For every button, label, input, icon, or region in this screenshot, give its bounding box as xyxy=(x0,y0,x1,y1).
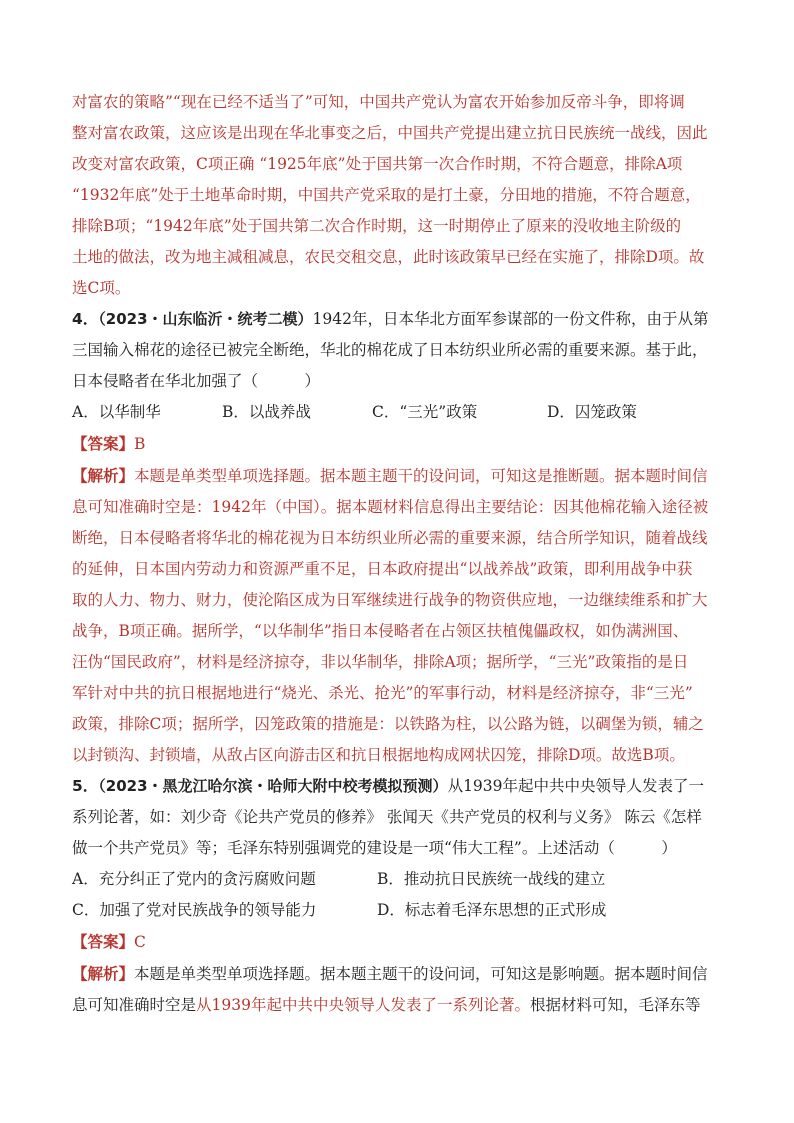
analysis-text: 军针对中共的抗日根据地进行 xyxy=(72,684,274,702)
question-4-options xyxy=(72,397,727,428)
question-stem-text: 1942年，日本华北方面军参谋部的一份文件称，由于从第 xyxy=(312,310,709,328)
analysis-text: 汪伪“国民政府”， xyxy=(72,653,197,671)
analysis-text: 据本题材料信息得出主要结论：因其他棉花输入途径被 xyxy=(336,498,709,516)
analysis-line: 政策，排除C项；据所学，囚笼政策的措施是：以铁路为柱，以公路为链，以碉堡为锁，辅之 xyxy=(72,715,704,733)
analysis-line: 取的人力、物力、财力，使沦陷区成为日军继续进行战争的物资供应地，一边继续维系和扩大 xyxy=(72,591,708,609)
question-5-options-row2 xyxy=(72,895,727,926)
question-stem-line: 系列论著，如：刘少奇《论共产党员的修养》 张闻天《共产党员的权利与义务》 陈云《怎样 xyxy=(72,808,702,826)
question-stem-line: 做一个共产党员》等；毛泽东特别强调党的建设是一项“伟大工程”。上述活动（ ） xyxy=(72,839,677,857)
analysis-text: “烧光、杀光、抢光” xyxy=(273,684,414,702)
analysis-text: 本题是单类型单项选择题。据本题主题干的设问词，可知这是推断题。据本题时间信 xyxy=(134,467,708,485)
question-5-options-row1 xyxy=(72,864,727,895)
question-number: 5． xyxy=(72,777,99,795)
analysis-text: 政策，即利用战争中获 xyxy=(537,560,693,578)
option-b: B．以战养战 xyxy=(222,403,311,421)
analysis-text: 根据材料可知，毛泽东等 xyxy=(529,996,701,1014)
prev-explanation-line: 对富农的策略”“现在已经不适当了”可知，中国共产党认为富农开始参加反帝斗争，即将调 xyxy=(72,93,685,111)
document-content xyxy=(72,87,727,1021)
analysis-line xyxy=(72,990,727,1021)
question-source: （2023・黑龙江哈尔滨・哈师大附中校考模拟预测） xyxy=(98,777,448,795)
analysis-line: 以封锁沟、封锁墙，从敌占区向游击区和抗日根据地构成网状囚笼，排除D项。故选B项。 xyxy=(72,746,685,764)
option-d: D．标志着毛泽东思想的正式形成 xyxy=(377,901,607,919)
prev-explanation-line: 选C项。 xyxy=(72,279,131,297)
question-stem-line: 日本侵略者在华北加强了（ ） xyxy=(72,372,321,390)
analysis-line: 断绝，日本侵略者将华北的棉花视为日本纺织业所必需的重要来源，结合所学知识，随着战线 xyxy=(72,529,708,547)
question-4-stem xyxy=(72,304,727,335)
question-4-analysis xyxy=(72,460,727,492)
answer-tag: 【答案】 xyxy=(72,932,135,951)
analysis-text: 1942年（中国）。 xyxy=(211,498,337,516)
analysis-text: “以战养战” xyxy=(459,560,538,578)
option-a: A．充分纠正了党内的贪污腐败问题 xyxy=(72,870,316,888)
question-5-answer xyxy=(72,926,727,958)
option-a: A．以华制华 xyxy=(72,403,161,421)
analysis-line xyxy=(72,678,727,709)
prev-explanation-line: 整对富农政策，这应该是出现在华北事变之后，中国共产党提出建立抗日民族统一战线，因此 xyxy=(72,124,708,142)
option-b: B．推动抗日民族统一战线的建立 xyxy=(377,870,606,888)
question-source: （2023・山东临沂・统考二模） xyxy=(98,310,313,328)
question-number: 4． xyxy=(72,310,99,328)
analysis-line xyxy=(72,554,727,585)
analysis-text: 息可知准确时空是： xyxy=(72,498,212,516)
question-stem-line: 三国输入棉花的途径已被完全断绝，华北的棉花成了日本纺织业所必需的重要来源。基于此， xyxy=(72,341,708,359)
analysis-tag: 【解析】 xyxy=(72,466,135,485)
prev-explanation-line: 排除B项；“1942年底”处于国共第二次合作时期，这一时期停止了原来的没收地主阶级的 xyxy=(72,217,682,235)
analysis-text: 本题是单类型单项选择题。据本题主题干的设问词，可知这是影响题。据本题时间信 xyxy=(134,965,708,983)
analysis-text: 材料是经济掠夺，非以华制华，排除A项；据所学， xyxy=(196,653,549,671)
analysis-text: 息可知准确时空是 xyxy=(72,996,197,1014)
analysis-text: 从1939年起中共中央领导人发表了一系列论著。 xyxy=(196,996,530,1014)
question-4-answer xyxy=(72,428,727,460)
question-5-analysis xyxy=(72,958,727,990)
analysis-text: 的军事行动，材料是经济掠夺，非 xyxy=(413,684,646,702)
answer-value: C xyxy=(134,933,146,951)
analysis-line xyxy=(72,616,727,647)
prev-explanation-line: 土地的做法，改为地主减租减息，农民交租交息，此时该政策早已经在实施了，排除D项。故 xyxy=(72,248,705,266)
analysis-text: “三光”政策指的是日 xyxy=(548,653,689,671)
option-d: D．囚笼政策 xyxy=(547,403,637,421)
prev-explanation-line: “1932年底”处于土地革命时期，中国共产党采取的是打土豪，分田地的措施，不符合题意， xyxy=(72,186,701,204)
analysis-line xyxy=(72,647,727,678)
question-stem-text: 从1939年起中共中央领导人发表了一 xyxy=(447,777,705,795)
answer-tag: 【答案】 xyxy=(72,434,135,453)
option-c: C．“三光”政策 xyxy=(372,403,478,421)
answer-value: B xyxy=(134,435,146,453)
question-5-stem xyxy=(72,771,727,802)
analysis-text: 战争，B项正确。据所学， xyxy=(72,622,254,640)
analysis-text: “以华制华”指日本侵略者在占领区扶植傀儡政权，如伪满洲国、 xyxy=(253,622,689,640)
analysis-text: 的延伸，日本国内劳动力和资源严重不足，日本政府提出 xyxy=(72,560,460,578)
analysis-tag: 【解析】 xyxy=(72,964,135,983)
prev-explanation-line: 改变对富农政策，C项正确 “1925年底”处于国共第一次合作时期，不符合题意，排除A项 xyxy=(72,155,683,173)
analysis-line xyxy=(72,492,727,523)
option-c: C．加强了党对民族战争的领导能力 xyxy=(72,901,317,919)
analysis-text: “三光” xyxy=(645,684,693,702)
